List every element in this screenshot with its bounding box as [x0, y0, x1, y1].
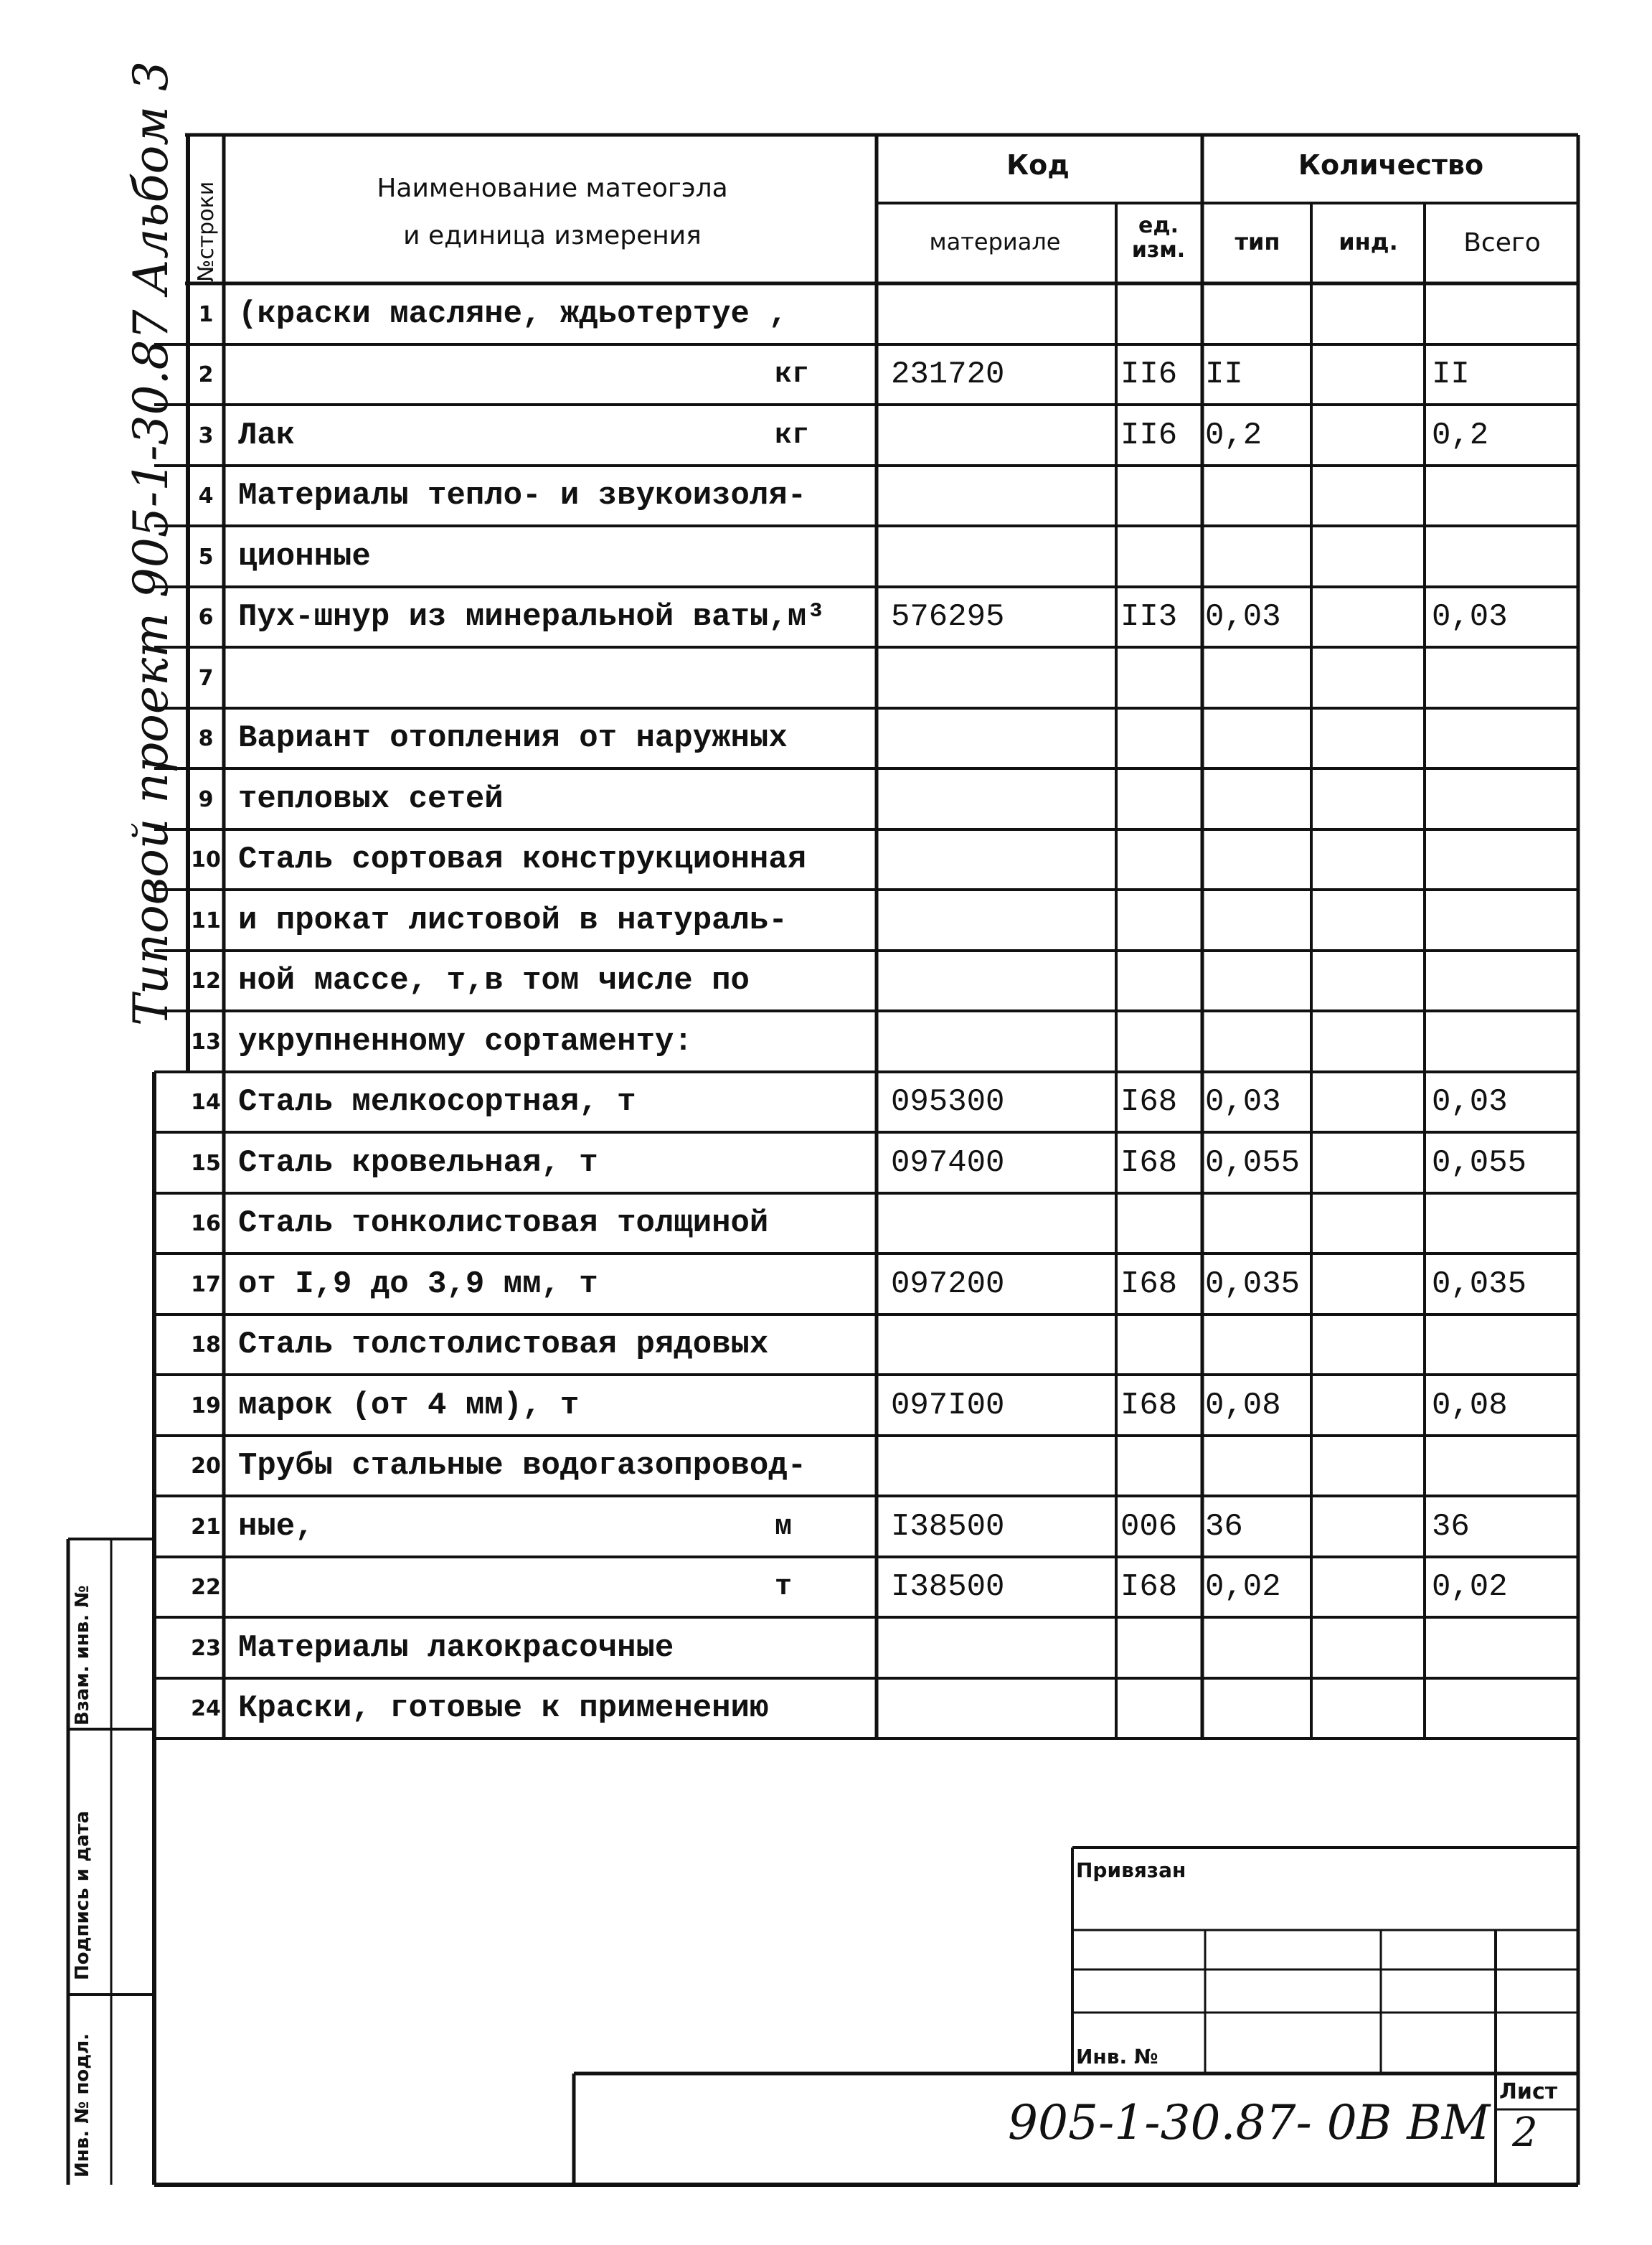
row-number: 3 — [198, 423, 214, 448]
row-type: 0,03 — [1205, 599, 1281, 635]
row-number: 2 — [198, 362, 214, 387]
row-name: и прокат листовой в натураль- — [238, 902, 788, 938]
row-total: 0,035 — [1432, 1266, 1527, 1302]
stamp-privyazan: Привязан — [1076, 1858, 1186, 1882]
row-code: I38500 — [891, 1569, 1005, 1605]
row-total: 0,02 — [1432, 1569, 1508, 1605]
row-code: 576295 — [891, 599, 1005, 635]
row-name: Пух-шнур из минеральной ваты,м³ — [238, 599, 826, 635]
row-number: 23 — [191, 1635, 221, 1661]
row-number: 8 — [198, 726, 214, 751]
row-ed: I68 — [1120, 1387, 1178, 1423]
row-number: 6 — [198, 605, 214, 630]
row-number: 9 — [198, 786, 214, 812]
row-number: 18 — [191, 1332, 221, 1357]
row-number: 19 — [191, 1393, 221, 1418]
row-name: Сталь сортовая конструкционная — [238, 842, 807, 877]
row-name: Сталь тонколистовая толщиной — [238, 1205, 769, 1241]
row-code: 097400 — [891, 1144, 1005, 1181]
row-name: Трубы стальные водогазопровод- — [238, 1448, 807, 1484]
row-number: 11 — [191, 908, 221, 933]
row-name: Сталь толстолистовая рядовых — [238, 1327, 769, 1362]
sheet-label: Лист — [1499, 2079, 1558, 2104]
row-unit: т — [775, 1571, 793, 1604]
row-ed: I68 — [1120, 1144, 1178, 1181]
row-type: 0,055 — [1205, 1144, 1301, 1181]
row-number: 16 — [191, 1211, 221, 1236]
row-name: Материалы лакокрасочные — [238, 1629, 674, 1666]
header-unit: ед. изм. — [1131, 213, 1186, 263]
row-name: (краски масляне, ждьотертуе , — [238, 296, 788, 332]
header-code: Код — [1006, 149, 1070, 181]
row-name: марок (от 4 мм), т — [238, 1387, 580, 1423]
row-number: 17 — [191, 1271, 221, 1297]
row-number: 12 — [191, 969, 221, 994]
header-row-number-text: №строки — [194, 181, 219, 282]
row-unit: м — [775, 1510, 793, 1543]
row-total: II — [1432, 357, 1470, 392]
row-total: 0,03 — [1432, 1084, 1508, 1120]
project-caption: Типовой проект 905-1-30.87 Альбом 3 — [123, 60, 179, 1026]
row-unit: кг — [775, 359, 810, 391]
label-sign-date: Подпись и дата — [72, 1810, 93, 1980]
row-number: 10 — [191, 847, 221, 872]
label-inv-orig: Инв. № подл. — [72, 2033, 93, 2178]
row-type: 0,02 — [1205, 1569, 1281, 1605]
row-ed: 006 — [1120, 1508, 1178, 1545]
label-replace-inv: Взам. инв. № — [72, 1585, 93, 1726]
row-name: Лак — [238, 417, 296, 453]
row-type: 0,03 — [1205, 1084, 1281, 1120]
row-total: 36 — [1432, 1508, 1470, 1545]
row-ed: I68 — [1120, 1266, 1178, 1302]
row-type: II — [1205, 357, 1243, 392]
row-number: 21 — [191, 1514, 221, 1540]
row-name: тепловых сетей — [238, 781, 504, 817]
row-number: 4 — [198, 484, 214, 509]
header-total: Всего — [1463, 228, 1541, 258]
row-name: Краски, готовые к применению — [238, 1690, 769, 1726]
row-ed: I68 — [1120, 1569, 1178, 1605]
row-name: Сталь кровельная, т — [238, 1144, 598, 1181]
row-unit: кг — [775, 419, 810, 452]
row-ed: II6 — [1120, 357, 1178, 392]
row-total: 0,03 — [1432, 599, 1508, 635]
header-ind: инд. — [1339, 228, 1398, 255]
row-number: 5 — [198, 544, 214, 570]
row-ed: II3 — [1120, 599, 1178, 635]
row-total: 0,055 — [1432, 1144, 1527, 1181]
row-code: 097I00 — [891, 1387, 1005, 1423]
row-name: укрупненному сортаменту: — [238, 1023, 693, 1060]
header-name — [237, 165, 868, 260]
row-name: ной массе, т,в том числе по — [238, 963, 750, 999]
row-number: 15 — [191, 1150, 221, 1176]
header-name-line1: Наименование матеогэла — [377, 174, 728, 203]
row-ed: II6 — [1120, 417, 1178, 453]
row-total: 0,08 — [1432, 1387, 1508, 1423]
row-number: 7 — [198, 665, 214, 691]
document-code: 905-1-30.87- 0В ВМ — [1008, 2095, 1491, 2150]
row-code: I38500 — [891, 1508, 1005, 1545]
row-type: 0,035 — [1205, 1266, 1301, 1302]
row-number: 1 — [198, 301, 214, 327]
header-material: материале — [929, 228, 1061, 255]
row-name: от I,9 до 3,9 мм, т — [238, 1266, 598, 1302]
row-number: 24 — [191, 1696, 221, 1721]
row-number: 13 — [191, 1029, 221, 1055]
row-code: 095300 — [891, 1084, 1005, 1120]
header-name-line2: и единица измерения — [403, 221, 702, 250]
row-name: ционные — [238, 538, 371, 575]
row-type: 36 — [1205, 1508, 1243, 1545]
row-name: Материалы тепло- и звукоизоля- — [238, 478, 807, 514]
row-type: 0,08 — [1205, 1387, 1281, 1423]
row-ed: I68 — [1120, 1084, 1178, 1120]
row-code: 231720 — [891, 357, 1005, 392]
row-number: 22 — [191, 1575, 221, 1600]
row-number: 14 — [191, 1090, 221, 1115]
row-number: 20 — [191, 1454, 221, 1479]
header-type: тип — [1235, 228, 1280, 255]
row-name: Сталь мелкосортная, т — [238, 1084, 636, 1120]
row-type: 0,2 — [1205, 417, 1262, 453]
row-name: Вариант отопления от наружных — [238, 720, 788, 756]
row-total: 0,2 — [1432, 417, 1489, 453]
header-row-number — [188, 135, 224, 286]
sheet-number: 2 — [1512, 2109, 1538, 2156]
row-code: 097200 — [891, 1266, 1005, 1302]
header-quantity: Количество — [1298, 149, 1484, 181]
row-name: ные, — [238, 1508, 314, 1545]
stamp-inv-no: Инв. № — [1076, 2045, 1158, 2068]
